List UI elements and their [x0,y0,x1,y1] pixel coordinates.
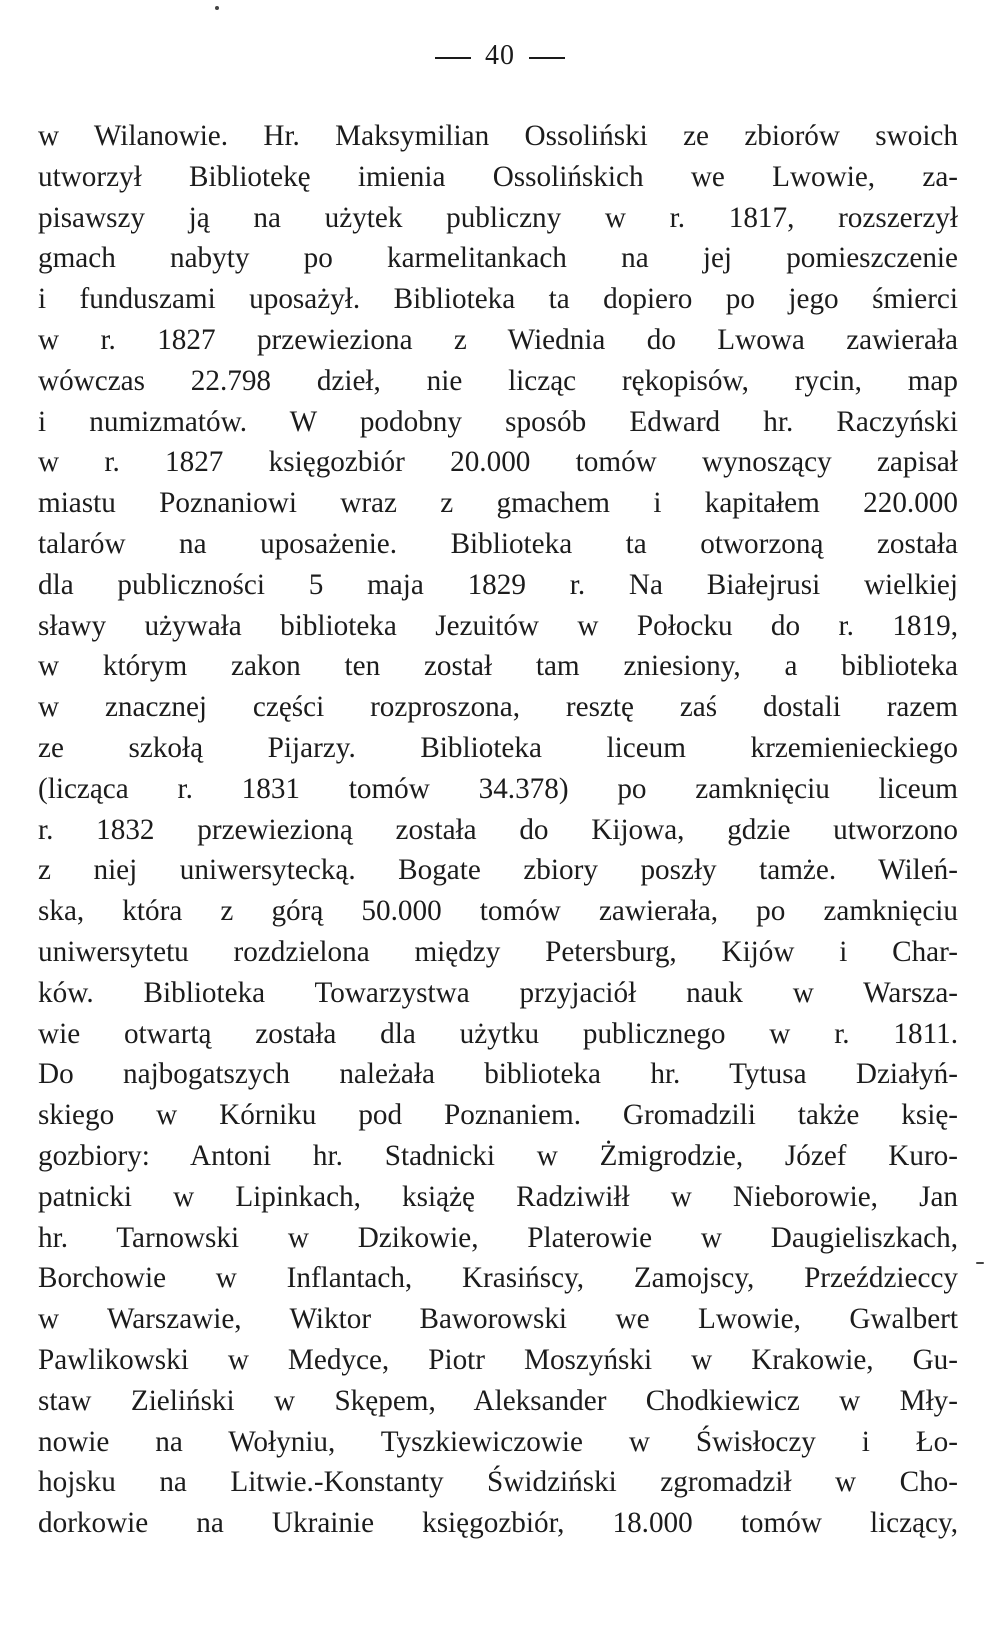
text-line: w Wilanowie. Hr. Maksymilian Ossoliński ze zbiorów swoich [38,120,958,152]
text-line: staw Zieliński w Skępem, Aleksander Chodkiewicz w Mły- [38,1384,958,1417]
text-line: patnicki w Lipinkach, książę Radziwiłł w Nieborowie, Jan [38,1180,958,1213]
text-line: dorkowie na Ukrainie księgozbiór, 18.000 tomów liczący, [38,1507,958,1540]
body-paragraph [38,116,958,1544]
text-line: i numizmatów. W podobny sposób Edward hr. Raczyński [38,405,958,438]
text-line: dla publiczności 5 maja 1829 r. Na Białejrusi wielkiej [38,568,958,601]
print-speck [215,6,219,10]
text-line: pisawszy ją na użytek publiczny w r. 1817, rozszerzył [38,201,958,234]
text-line: w którym zakon ten został tam zniesiony, a biblioteka [38,650,958,683]
text-line: (licząca r. 1831 tomów 34.378) po zamknięciu liceum [38,772,958,805]
text-line: gmach nabyty po karmelitankach na jej pomieszczenie [38,242,958,275]
text-line: r. 1832 przewiezioną została do Kijowa, gdzie utworzono [38,813,958,846]
text-line: ków. Biblioteka Towarzystwa przyjaciół nauk w Warsza- [38,976,958,1009]
text-line: miastu Poznaniowi wraz z gmachem i kapitałem 220.000 [38,487,958,520]
text-line: w znacznej części rozproszona, resztę zaś dostali razem [38,691,958,724]
text-line: uniwersytetu rozdzielona między Petersburg, Kijów i Char- [38,935,958,968]
text-line: ska, która z górą 50.000 tomów zawierała, po zamknięciu [38,895,958,928]
page-number-dash-left [435,57,471,59]
text-line: hr. Tarnowski w Dzikowie, Platerowie w Daugieliszkach, [38,1221,958,1254]
text-line: utworzył Bibliotekę imienia Ossolińskich we Lwowie, za- [38,160,958,193]
text-line: Borchowie w Inflantach, Krasińscy, Zamojscy, Przeździeccy [38,1262,958,1295]
page-number-value: 40 [485,40,515,71]
text-line: Do najbogatszych należała biblioteka hr. Tytusa Działyń- [38,1058,958,1091]
text-line: ze szkołą Pijarzy. Biblioteka liceum krzemienieckiego [38,731,958,764]
text-line: Pawlikowski w Medyce, Piotr Moszyński w Krakowie, Gu- [38,1343,958,1376]
print-speck [976,1262,984,1264]
text-line: wówczas 22.798 dzieł, nie licząc rękopisów, rycin, map [38,364,958,397]
page-number-dash-right [529,57,565,59]
page-number [0,40,1000,72]
text-line: z niej uniwersytecką. Bogate zbiory poszły tamże. Wileń- [38,854,958,887]
text-line: wie otwartą została dla użytku publicznego w r. 1811. [38,1017,958,1050]
text-line: w r. 1827 księgozbiór 20.000 tomów wynoszący zapisał [38,446,958,479]
text-line: skiego w Kórniku pod Poznaniem. Gromadzili także księ- [38,1099,958,1132]
text-line: sławy używała biblioteka Jezuitów w Połocku do r. 1819, [38,609,958,642]
text-line: gozbiory: Antoni hr. Stadnicki w Żmigrodzie, Józef Kuro- [38,1139,958,1172]
text-line: i funduszami uposażył. Biblioteka ta dopiero po jego śmierci [38,283,958,316]
text-line: w r. 1827 przewieziona z Wiednia do Lwowa zawierała [38,323,958,356]
text-line: nowie na Wołyniu, Tyszkiewiczowie w Świsłoczy i Ło- [38,1425,958,1458]
text-line: talarów na uposażenie. Biblioteka ta otworzoną została [38,527,958,560]
text-line: w Warszawie, Wiktor Baworowski we Lwowie, Gwalbert [38,1303,958,1336]
text-line: hojsku na Litwie.-Konstanty Świdziński zgromadził w Cho- [38,1466,958,1499]
